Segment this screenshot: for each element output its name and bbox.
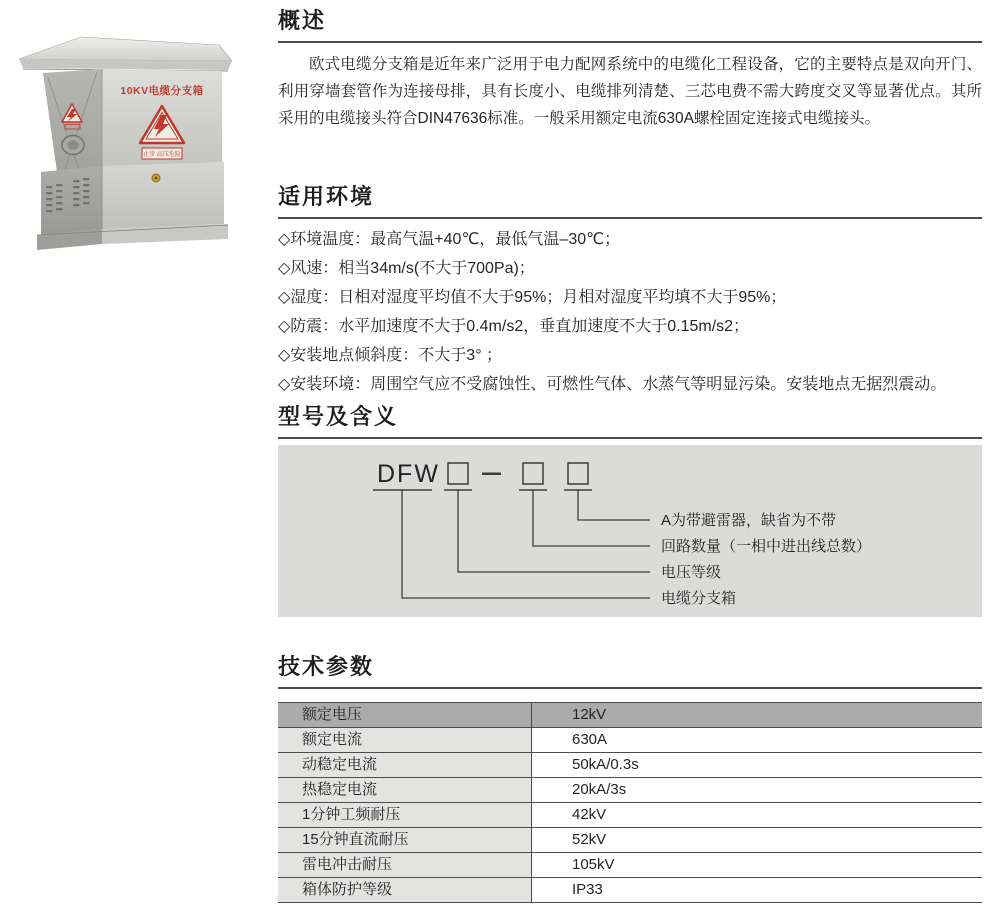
spec-value: 20kA/3s: [532, 778, 983, 803]
section-overview: [278, 8, 982, 132]
model-placeholder-boxes: [448, 463, 588, 484]
environment-item: ◇防震：水平加速度不大于0.4m/s2，垂直加速度不大于0.15m/s2；: [278, 318, 750, 335]
spec-name: 热稳定电流: [278, 778, 532, 803]
environment-item: ◇风速：相当34m/s(不大于700Pa)；: [278, 260, 535, 277]
model-heading: 型号及含义: [278, 404, 982, 439]
spec-table: [278, 702, 982, 903]
cabinet-upper-body: [43, 69, 222, 172]
spec-row: [278, 853, 982, 878]
spec-value: 12kV: [532, 703, 983, 728]
spec-value: 52kV: [532, 828, 983, 853]
title-plate-text: 10KV电缆分支箱: [120, 85, 204, 97]
specs-heading: 技术参数: [278, 654, 982, 689]
spec-row: [278, 753, 982, 778]
warning-plate: [142, 148, 182, 159]
environment-item: ◇安装地点倾斜度：不大于3° ；: [278, 347, 503, 364]
keyhole: [152, 174, 160, 182]
environment-heading: 适用环境: [278, 184, 982, 219]
spec-name: 1分钟工频耐压: [278, 803, 532, 828]
spec-value: 42kV: [532, 803, 983, 828]
spec-row: [278, 803, 982, 828]
spec-name: 箱体防护等级: [278, 878, 532, 903]
spec-row: [278, 728, 982, 753]
cabinet-lower-body: [41, 162, 224, 235]
model-label: 回路数量（一相中进出线总数）: [661, 538, 872, 555]
model-naming-diagram: [278, 445, 982, 617]
overview-paragraph: 欧式电缆分支箱是近年来广泛用于电力配网系统中的电缆化工程设备，它的主要特点是双向开门、利用穿墙套管作为连接母排，具有长度小、电缆排列清楚、三芯电费不需大跨度交叉等显著优点。其所采用的电缆接头符合DIN47636标准。一般采用额定电流630A螺栓固定连接式电缆接头。: [278, 56, 982, 127]
spec-name: 雷电冲击耐压: [278, 853, 532, 878]
model-label: 电缆分支箱: [661, 590, 737, 607]
spec-name: 15分钟直流耐压: [278, 828, 532, 853]
spec-name: 额定电压: [278, 703, 532, 728]
spec-name: 动稳定电流: [278, 753, 532, 778]
model-connector-lines: [402, 490, 650, 598]
spec-value: IP33: [532, 878, 983, 903]
model-labels: [661, 512, 871, 607]
environment-item: ◇安装环境：周围空气应不受腐蚀性、可燃性气体、水蒸气等明显污染。安装地点无据烈震动。: [278, 376, 947, 393]
cabinet-roof: [19, 37, 232, 71]
product-photo: [15, 25, 240, 250]
section-model: [278, 404, 982, 617]
spec-row: [278, 703, 982, 728]
spec-row: [278, 828, 982, 853]
model-diagram-panel: [278, 445, 982, 617]
spec-value: 105kV: [532, 853, 983, 878]
model-dash: [482, 473, 501, 476]
spec-row: [278, 778, 982, 803]
spec-name: 额定电流: [278, 728, 532, 753]
environment-list: [278, 225, 982, 399]
model-prefix-text: DFW: [377, 460, 440, 488]
environment-item: ◇湿度：日相对湿度平均值不大于95%；月相对湿度平均填不大于95%；: [278, 289, 787, 306]
section-specs: [278, 654, 982, 903]
model-label: 电压等级: [661, 564, 722, 581]
handle-knob: [62, 136, 84, 155]
model-label: A为带避雷器，缺省为不带: [661, 512, 837, 529]
environment-item: ◇环境温度：最高气温+40℃，最低气温–30℃；: [278, 231, 621, 248]
spec-row: [278, 878, 982, 903]
section-environment: [278, 184, 982, 399]
spec-value: 630A: [532, 728, 983, 753]
warning-plate-text: 止步 高压危险: [143, 152, 181, 158]
overview-heading: 概述: [278, 8, 982, 43]
spec-value: 50kA/0.3s: [532, 753, 983, 778]
